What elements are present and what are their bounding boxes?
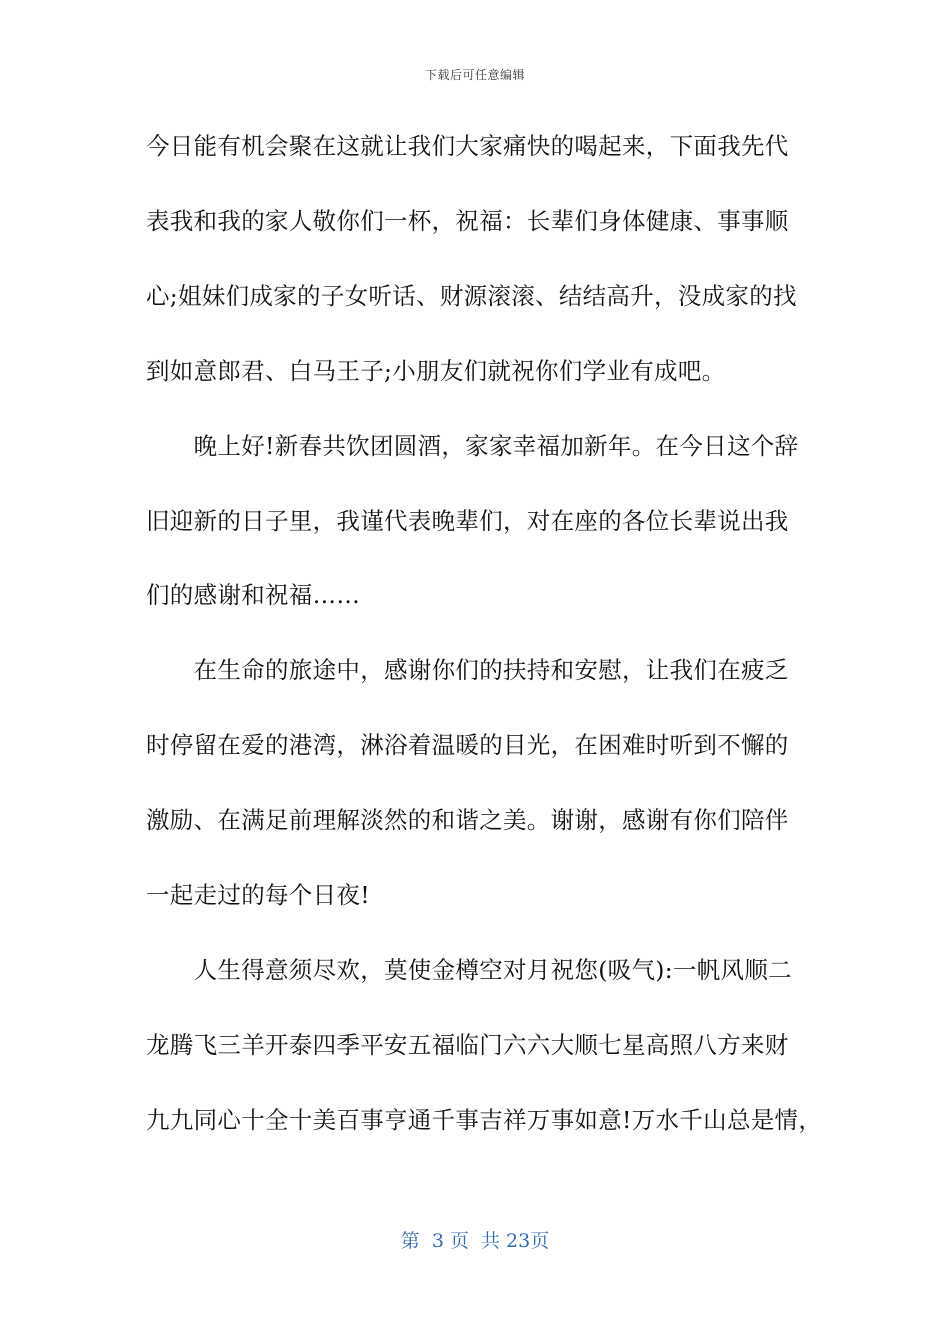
body-text-line: 表我和我的家人敬你们一杯，祝福：长辈们身体健康、事事顺 [146,207,789,235]
body-text-line: 龙腾飞三羊开泰四季平安五福临门六六大顺七星高照八方来财 [146,1031,789,1059]
body-text-line: 到如意郎君、白马王子;小朋友们就祝你们学业有成吧。 [146,357,726,385]
body-text-line: 们的感谢和祝福…… [146,581,361,609]
body-text-line: 心;姐妹们成家的子女听话、财源滚滚、结结高升，没成家的找 [146,282,797,310]
body-text-line: 晚上好!新春共饮团圆酒，家家幸福加新年。在今日这个辞 [146,432,799,460]
body-text-line: 时停留在爱的港湾，淋浴着温暖的目光，在困难时听到不懈的 [146,731,789,759]
body-text-line: 九九同心十全十美百事亨通千事吉祥万事如意!万水千山总是情， [146,1106,823,1134]
body-text-line: 旧迎新的日子里，我谨代表晚辈们，对在座的各位长辈说出我 [146,507,789,535]
body-text-line: 一起走过的每个日夜! [146,881,370,909]
body-text-line: 激励、在满足前理解淡然的和谐之美。谢谢，感谢有你们陪伴 [146,806,789,834]
body-text-line: 人生得意须尽欢，莫使金樽空对月祝您(吸气):一帆风顺二 [146,956,792,984]
page-header-note: 下载后可任意编辑 [424,68,525,82]
body-text-line: 今日能有机会聚在这就让我们大家痛快的喝起来，下面我先代 [146,132,789,160]
body-text-line: 在生命的旅途中，感谢你们的扶持和安慰，让我们在疲乏 [146,656,789,684]
page-number-footer: 第 3 页 共 23页 [400,1230,550,1252]
